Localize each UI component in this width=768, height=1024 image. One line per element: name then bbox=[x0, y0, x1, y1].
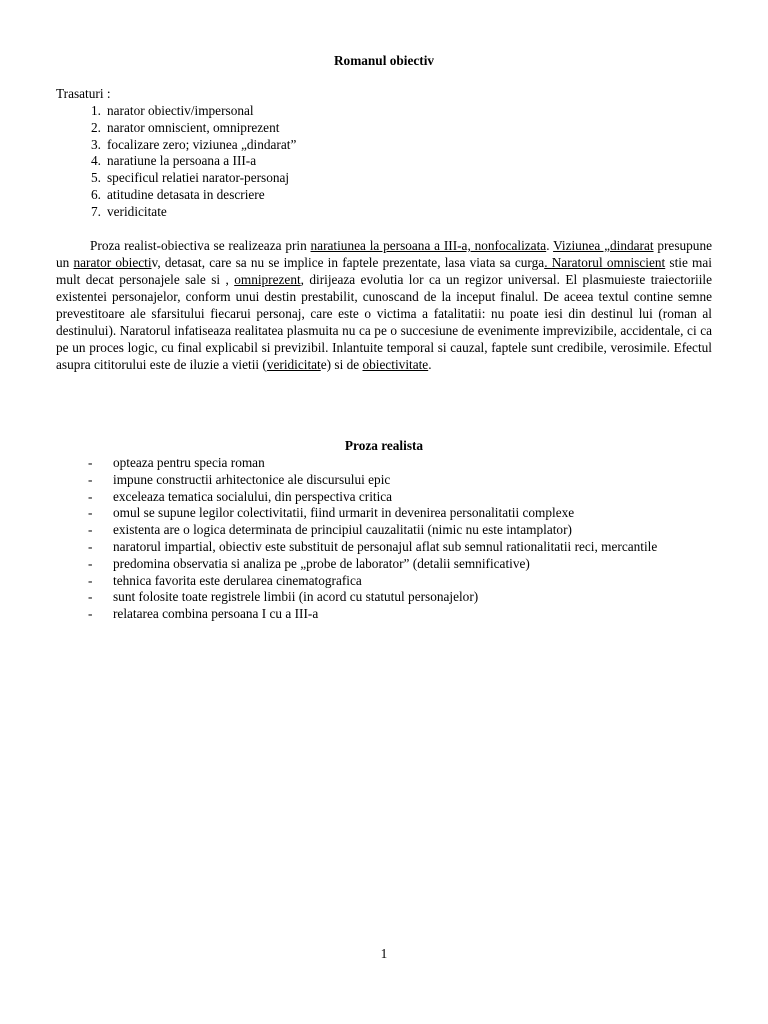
list-item bbox=[56, 120, 296, 137]
list-item bbox=[88, 539, 712, 556]
list-item-text: narator obiectiv/impersonal bbox=[107, 103, 254, 118]
list-item-text: naratorul impartial, obiectiv este substituit de personajul aflat sub semnul rationalitatii reci, mercantile bbox=[113, 538, 658, 554]
underlined-term: naratiunea la persoana a III-a, nonfocalizata bbox=[310, 238, 547, 253]
list-item bbox=[88, 489, 712, 506]
paragraph-text: , dirijeaza evolutia lor ca un regizor universal. El plasmuieste traiectoriile existentei personajelor, conform unui destin prestabilit, cunoscand de la inceput finalul. De aceea textul contine semne prevestitoare ale sfarsitului fiecarui personaj, care este o victima a fatalitatii: nu poate iesi din destinul lui (roman al destinului). Naratorul infatiseaza realitatea plasmuita nu ca pe o succesiune de evenimente imprevizibile, accidentale, ci ca pe un proces logic, cu final explicabil si previzibil. Inlantuite temporal si cauzal, faptele sunt credibile, verosimile. Efectul asupra cititorului este de iluzie a vietii ( bbox=[56, 272, 712, 372]
list-item-text: tehnica favorita este derularea cinematografica bbox=[113, 572, 362, 588]
list-item-text: opteaza pentru specia roman bbox=[113, 455, 265, 470]
list-item-text: focalizare zero; viziunea „dindarat” bbox=[107, 136, 297, 152]
list-item-text: impune constructii arhitectonice ale discursului epic bbox=[113, 471, 391, 487]
list-number: 3. bbox=[91, 136, 101, 152]
list-item bbox=[56, 170, 296, 187]
list-item bbox=[88, 573, 712, 590]
paragraph-text: . bbox=[546, 238, 554, 253]
list-item bbox=[88, 556, 712, 573]
page-number: 1 bbox=[380, 946, 388, 961]
section-title: Proza realista bbox=[344, 438, 424, 453]
list-item-text: specificul relatiei narator-personaj bbox=[107, 170, 290, 186]
list-item-text: relatarea combina persoana I cu a III-a bbox=[113, 606, 319, 622]
dash-bullet: - bbox=[88, 488, 93, 504]
list-item-text: narator omniscient, omniprezent bbox=[107, 119, 280, 135]
paragraph-text: e) si de bbox=[320, 357, 363, 372]
list-item-text: naratiune la persoana a III-a bbox=[107, 153, 257, 169]
underlined-term: Viziunea „dindarat bbox=[553, 238, 654, 253]
list-item bbox=[88, 472, 712, 489]
list-item-text: veridicitate bbox=[107, 203, 167, 219]
list-number: 5. bbox=[91, 170, 101, 186]
underlined-term: . Naratorul omniscient bbox=[544, 255, 666, 270]
list-item bbox=[56, 153, 296, 170]
dash-bullet: - bbox=[88, 606, 93, 622]
dash-bullet: - bbox=[88, 455, 93, 470]
list-number: 7. bbox=[91, 203, 101, 219]
list-item-text: atitudine detasata in descriere bbox=[107, 186, 265, 202]
document-title: Romanul obiectiv bbox=[333, 53, 435, 68]
list-item-text: existenta are o logica determinata de principiul cauzalitatii (nimic nu este intamplator) bbox=[113, 522, 572, 538]
list-item bbox=[88, 505, 712, 522]
body-paragraph bbox=[56, 237, 712, 373]
underlined-term: veridicitat bbox=[266, 357, 321, 372]
list-item-text: sunt folosite toate registrele limbii (in acord cu statutul personajelor) bbox=[113, 589, 479, 605]
list-number: 6. bbox=[91, 186, 101, 202]
list-number: 4. bbox=[91, 153, 101, 169]
list-item-text: omul se supune legilor colectivitatii, fiind urmarit in devenirea personalitatii complexe bbox=[113, 505, 575, 521]
list-item bbox=[88, 455, 712, 472]
list-item bbox=[56, 204, 296, 221]
paragraph-text: . bbox=[428, 357, 432, 372]
traits-list bbox=[56, 103, 296, 221]
realist-traits-list bbox=[88, 455, 712, 623]
list-item bbox=[56, 187, 296, 204]
paragraph-text: presupune un bbox=[56, 238, 712, 270]
underlined-term: omniprezent bbox=[234, 272, 301, 287]
list-item-text: exceleaza tematica socialului, din perspectiva critica bbox=[113, 488, 393, 504]
paragraph-text: Proza realist-obiectiva se realizeaza prin bbox=[90, 238, 311, 253]
paragraph-text: v, detasat, care sa nu se implice in faptele prezentate, lasa viata sa curga bbox=[151, 255, 545, 270]
traits-heading: Trasaturi : bbox=[56, 86, 111, 101]
dash-bullet: - bbox=[88, 471, 93, 487]
dash-bullet: - bbox=[88, 589, 93, 605]
dash-bullet: - bbox=[88, 572, 93, 588]
list-item bbox=[56, 103, 296, 120]
underlined-term: narator obiecti bbox=[73, 255, 152, 270]
list-number: 2. bbox=[91, 119, 101, 135]
dash-bullet: - bbox=[88, 522, 93, 538]
list-item bbox=[88, 606, 712, 623]
list-item-text: predomina observatia si analiza pe „probe de laborator” (detalii semnificative) bbox=[113, 555, 530, 571]
underlined-term: obiectivitate bbox=[362, 357, 429, 372]
paragraph-text: stie mai mult decat personajele sale si , bbox=[56, 255, 712, 287]
list-item bbox=[56, 137, 296, 154]
list-number: 1. bbox=[91, 103, 101, 118]
dash-bullet: - bbox=[88, 538, 93, 554]
list-item bbox=[88, 589, 712, 606]
dash-bullet: - bbox=[88, 505, 93, 521]
dash-bullet: - bbox=[88, 555, 93, 571]
list-item bbox=[88, 522, 712, 539]
